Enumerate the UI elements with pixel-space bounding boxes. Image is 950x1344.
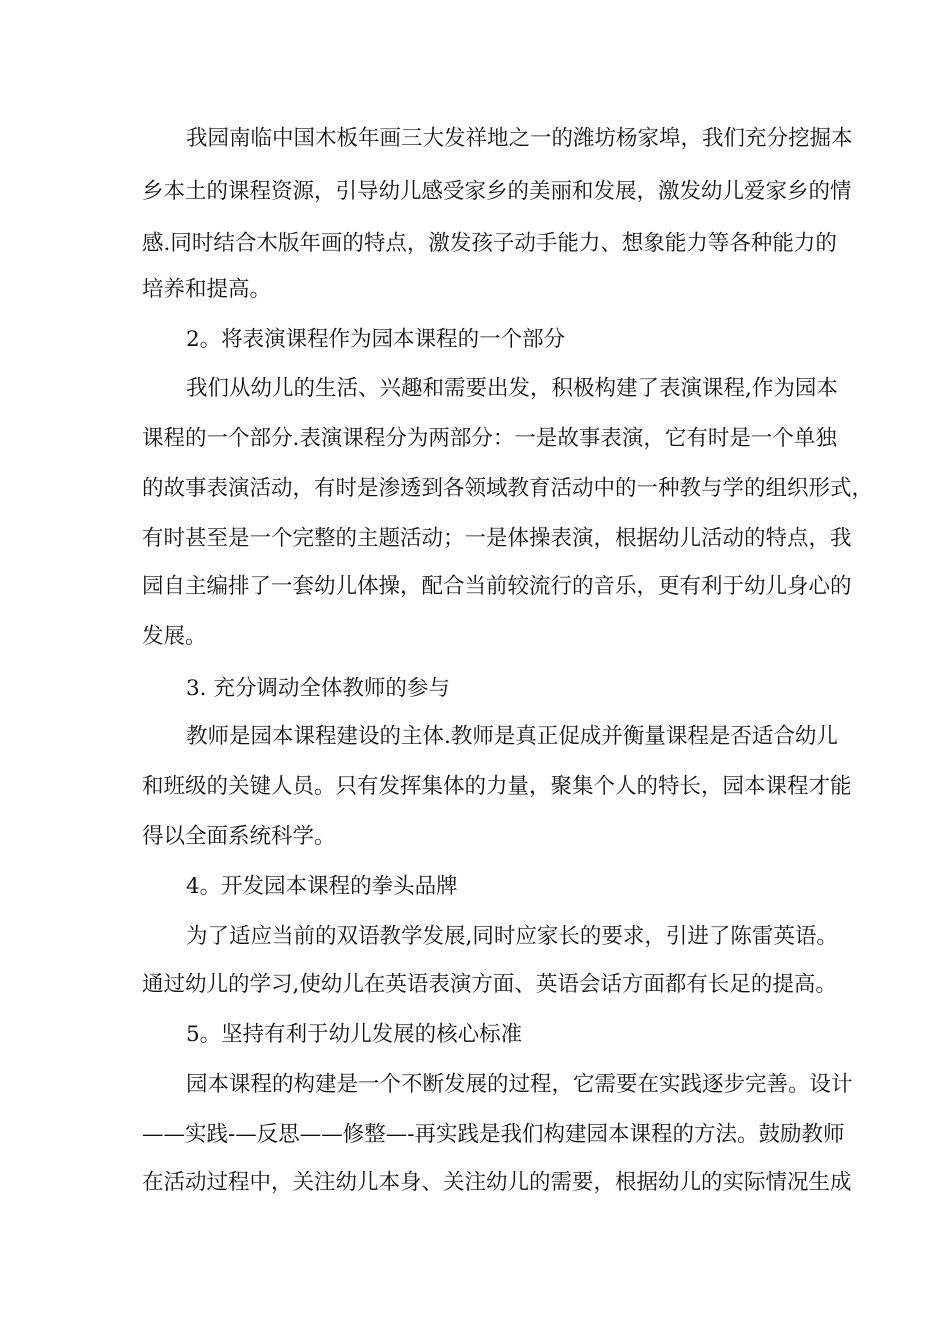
paragraph-line: 有时甚至是一个完整的主题活动；一是体操表演，根据幼儿活动的特点，我 [142,526,852,551]
paragraph-line: 培养和提高。 [142,277,272,302]
section-heading: 4。开发园本课程的拳头品牌 [186,874,458,899]
section-heading: 2。将表演课程作为园本课程的一个部分 [186,327,566,352]
paragraph-line: 在活动过程中，关注幼儿本身、关注幼儿的需要，根据幼儿的实际情况生成 [142,1170,852,1195]
paragraph-line: 我园南临中国木板年画三大发祥地之一的潍坊杨家埠，我们充分挖掘本 [186,126,853,151]
paragraph-line: 我们从幼儿的生活、兴趣和需要出发，积极构建了表演课程,作为园本 [186,376,838,401]
paragraph-line: 为了适应当前的双语教学发展,同时应家长的要求，引进了陈雷英语。 [186,924,838,949]
paragraph-line: 和班级的关键人员。只有发挥集体的力量，聚集个人的特长，园本课程才能 [142,774,852,799]
paragraph-line: 的故事表演活动，有时是渗透到各领域教育活动中的一种教与学的组织形式， [142,476,874,501]
paragraph-line: 教师是园本课程建设的主体.教师是真正促成并衡量课程是否适合幼儿 [186,724,838,749]
section-heading: 5。坚持有利于幼儿发展的核心标准 [186,1022,523,1047]
paragraph-line: 通过幼儿的学习,使幼儿在英语表演方面、英语会话方面都有长足的提高。 [142,972,837,997]
paragraph-line: 园本课程的构建是一个不断发展的过程，它需要在实践逐步完善。设计 [186,1072,853,1097]
paragraph-line: 园自主编排了一套幼儿体操，配合当前较流行的音乐，更有利于幼儿身心的 [142,574,852,599]
paragraph-line: 课程的一个部分.表演课程分为两部分：一是故事表演，它有时是一个单独 [142,426,837,451]
paragraph-line: ——实践-—反思——修整—-再实践是我们构建园本课程的方法。鼓励教师 [142,1122,845,1147]
section-heading: 3. 充分调动全体教师的参与 [186,676,450,701]
paragraph-line: 发展。 [142,624,207,649]
paragraph-line: 乡本土的课程资源，引导幼儿感受家乡的美丽和发展，激发幼儿爱家乡的情 [142,179,852,204]
paragraph-line: 感.同时结合木版年画的特点，激发孩子动手能力、想象能力等各种能力的 [142,231,837,256]
paragraph-line: 得以全面系统科学。 [142,824,336,849]
